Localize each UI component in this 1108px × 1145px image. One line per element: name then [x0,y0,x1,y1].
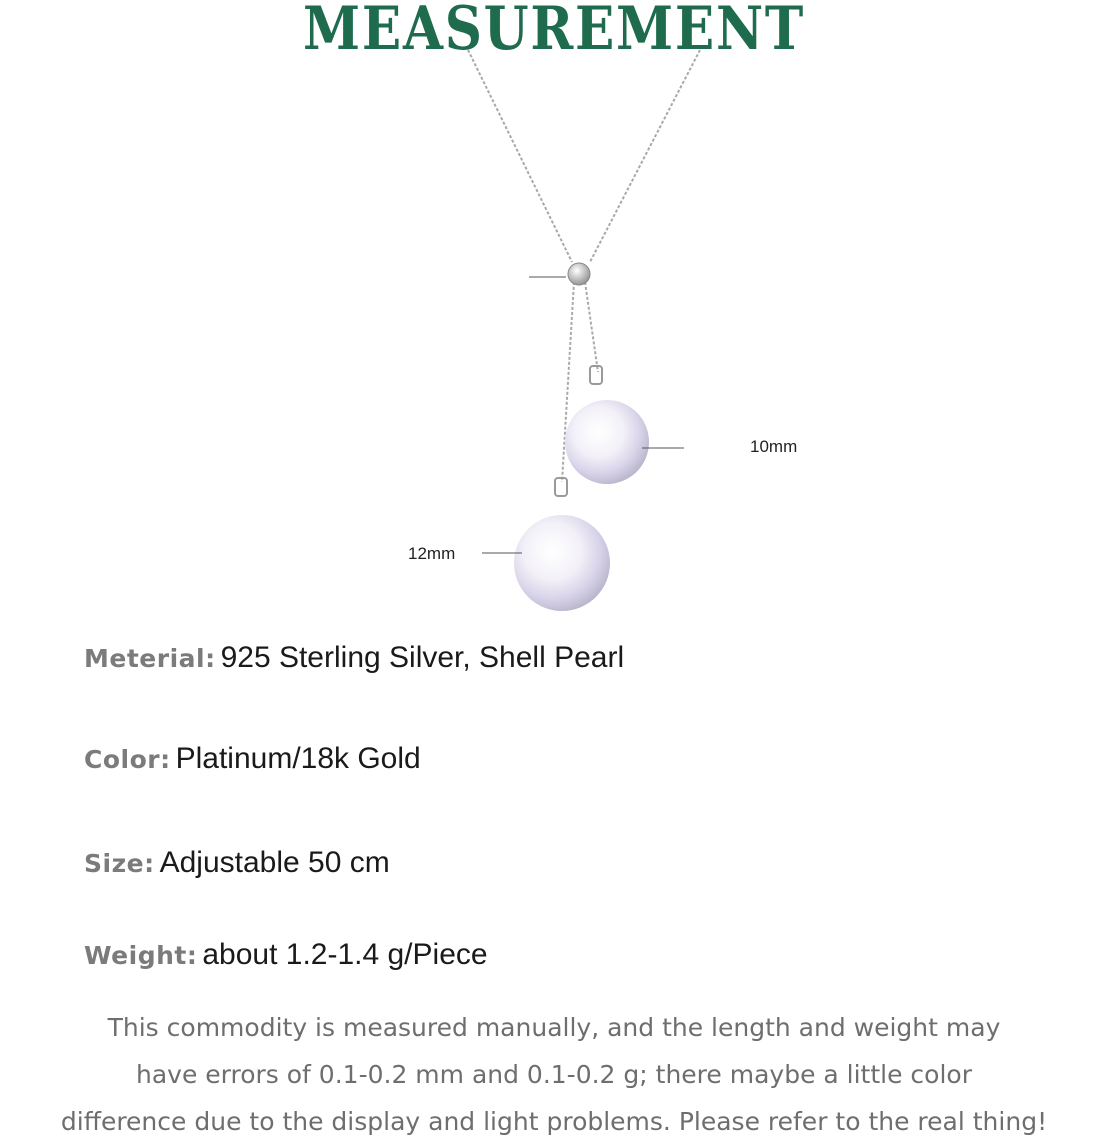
spec-weight [84,938,488,972]
small-pearl [565,400,649,484]
disclaimer-line: difference due to the display and light problems. Please refer to the real thing! [60,1107,1048,1136]
spec-color-key: Color: [84,745,171,774]
small-pearl-size-label: 10mm [750,437,798,456]
spec-size-value: Adjustable 50 cm [159,846,390,879]
disclaimer-note [0,1004,1108,1145]
spec-color-value: Platinum/18k Gold [175,742,421,775]
disclaimer-line: have errors of 0.1-0.2 mm and 0.1-0.2 g; there maybe a little color [135,1060,972,1089]
spec-weight-value: about 1.2-1.4 g/Piece [202,938,488,971]
page-title: MEASUREMENT [303,0,805,64]
spec-weight-key: Weight: [84,941,198,970]
spec-size-key: Size: [84,849,155,878]
spec-size [84,846,390,880]
disclaimer-line: This commodity is measured manually, and the length and weight may [107,1013,1001,1042]
slider-bead [568,263,590,285]
spec-material-value: 925 Sterling Silver, Shell Pearl [220,641,625,674]
large-pearl-size-label: 12mm [408,544,456,563]
spec-material [84,641,624,675]
large-pearl [514,515,610,611]
spec-color [84,742,421,776]
spec-material-key: Meterial: [84,644,216,673]
